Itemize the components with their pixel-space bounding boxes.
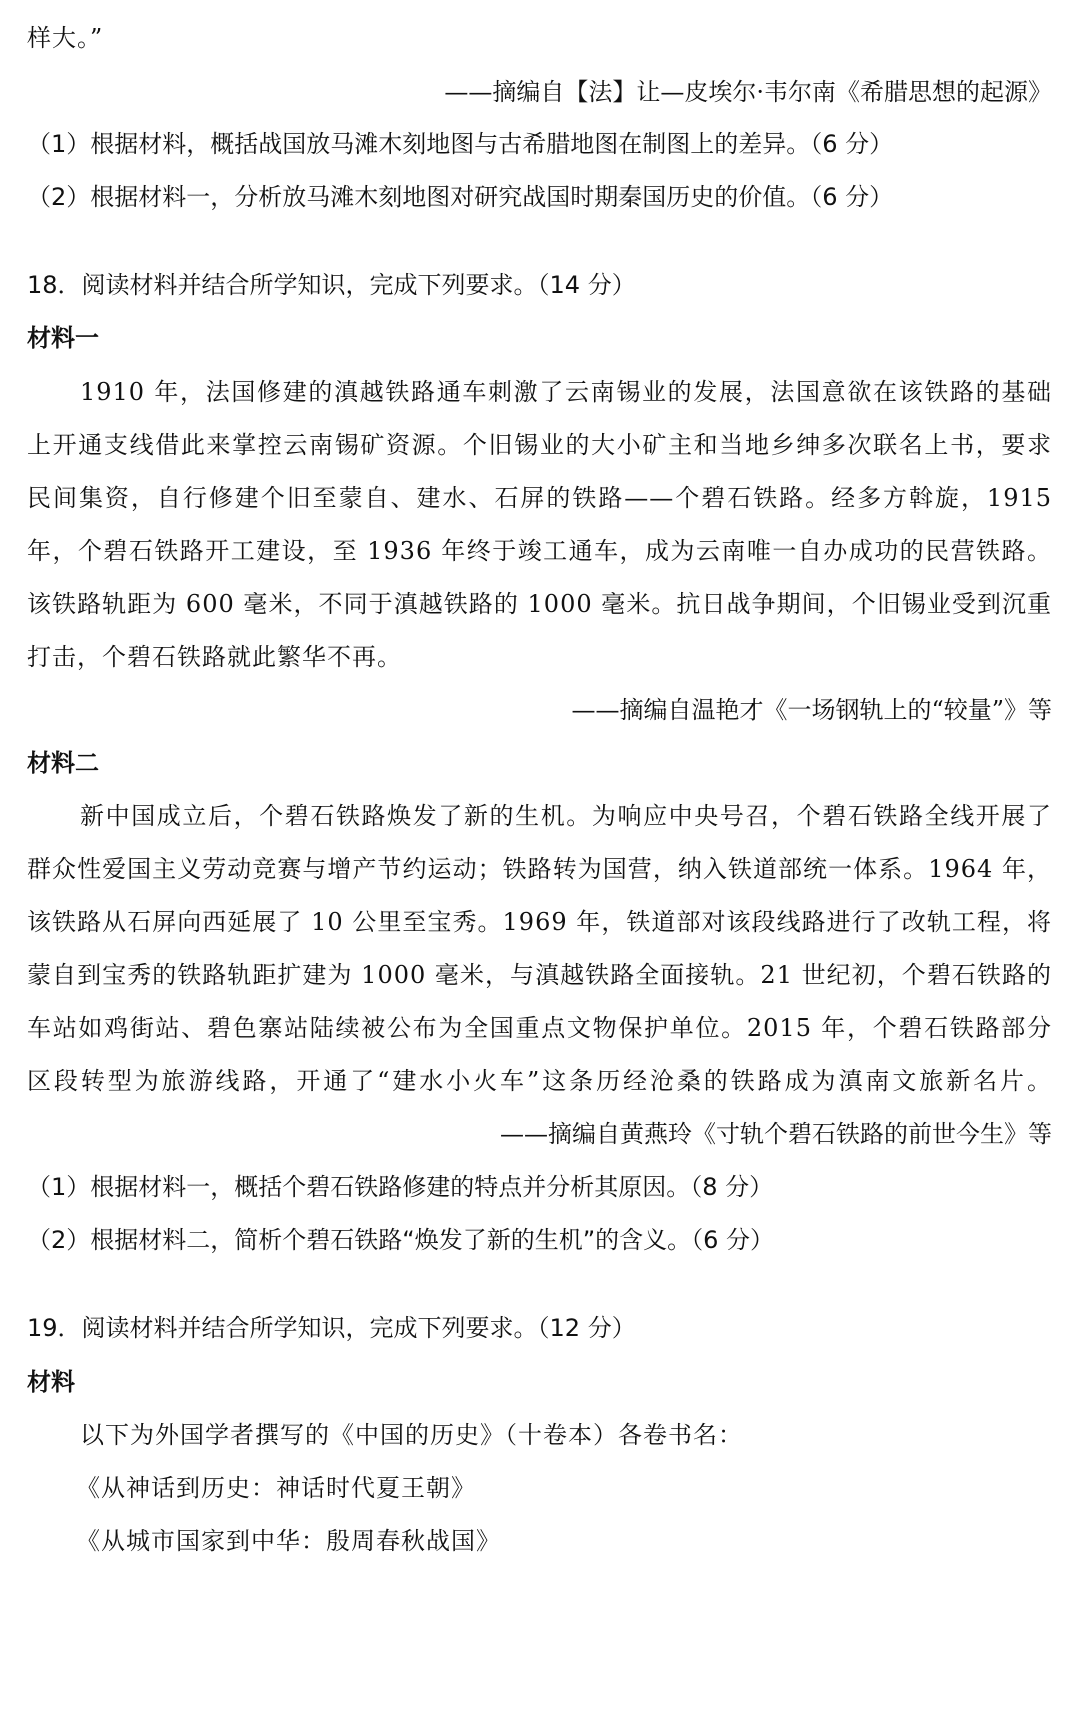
q17-source: ——摘编自【法】让—皮埃尔·韦尔南《希腊思想的起源》 [444, 78, 1052, 106]
q18-material1-line: 上开通支线借此来掌控云南锡矿资源。个旧锡业的大小矿主和当地乡绅多次联名上书，要求 [27, 431, 1052, 459]
q18-material1-line: 1910 年，法国修建的滇越铁路通车刺激了云南锡业的发展，法国意欲在该铁路的基础 [80, 378, 1052, 406]
q18-material2-line: 蒙自到宝秀的铁路轨距扩建为 1000 毫米，与滇越铁路全面接轨。21 世纪初，个碧石铁路的 [27, 961, 1052, 989]
q18-material2-line: 该铁路从石屏向西延展了 10 公里至宝秀。1969 年，铁道部对该段线路进行了改轨工程，将 [27, 908, 1052, 936]
q18-subquestion-1: （1）根据材料一，概括个碧石铁路修建的特点并分析其原因。（8 分） [27, 1173, 774, 1201]
q18-subquestion-2: （2）根据材料二，简析个碧石铁路“焕发了新的生机”的含义。（6 分） [27, 1226, 775, 1254]
q18-heading: 18．阅读材料并结合所学知识，完成下列要求。（14 分） [27, 271, 636, 299]
q19-material-label: 材料 [27, 1368, 75, 1396]
q17-subquestion-1: （1）根据材料，概括战国放马滩木刻地图与古希腊地图在制图上的差异。（6 分） [27, 130, 894, 158]
q18-material2-line: 群众性爱国主义劳动竞赛与增产节约运动；铁路转为国营，纳入铁道部统一体系。1964 年， [27, 855, 1052, 883]
q17-subquestion-2: （2）根据材料一，分析放马滩木刻地图对研究战国时期秦国历史的价值。（6 分） [27, 183, 894, 211]
q18-material1-line: 打击，个碧石铁路就此繁华不再。 [27, 643, 402, 671]
q18-material1-line: 年，个碧石铁路开工建设，至 1936 年终于竣工通车，成为云南唯一自办成功的民营铁路。 [27, 537, 1052, 565]
q18-material1-line: 该铁路轨距为 600 毫米，不同于滇越铁路的 1000 毫米。抗日战争期间，个旧锡业受到沉重 [27, 590, 1052, 618]
q18-material1-source: ——摘编自温艳才《一场钢轨上的“较量”》等 [571, 696, 1052, 724]
q19-heading: 19．阅读材料并结合所学知识，完成下列要求。（12 分） [27, 1314, 636, 1342]
q18-material1-label: 材料一 [27, 324, 99, 352]
q19-book-title: 《从城市国家到中华：殷周春秋战国》 [76, 1527, 501, 1555]
q18-material2-line: 区段转型为旅游线路，开通了“建水小火车”这条历经沧桑的铁路成为滇南文旅新名片。 [27, 1067, 1052, 1095]
q19-book-title: 《从神话到历史：神话时代夏王朝》 [76, 1474, 476, 1502]
q18-material2-label: 材料二 [27, 749, 99, 777]
q17-material-tail: 样大。” [27, 24, 104, 52]
q19-intro: 以下为外国学者撰写的《中国的历史》（十卷本）各卷书名： [80, 1421, 743, 1449]
q18-material2-line: 车站如鸡街站、碧色寨站陆续被公布为全国重点文物保护单位。2015 年，个碧石铁路部分 [27, 1014, 1052, 1042]
q18-material2-source: ——摘编自黄燕玲《寸轨个碧石铁路的前世今生》等 [500, 1120, 1052, 1148]
q18-material2-line: 新中国成立后，个碧石铁路焕发了新的生机。为响应中央号召，个碧石铁路全线开展了 [80, 802, 1052, 830]
q18-material1-line: 民间集资，自行修建个旧至蒙自、建水、石屏的铁路——个碧石铁路。经多方斡旋，1915 [27, 484, 1052, 512]
